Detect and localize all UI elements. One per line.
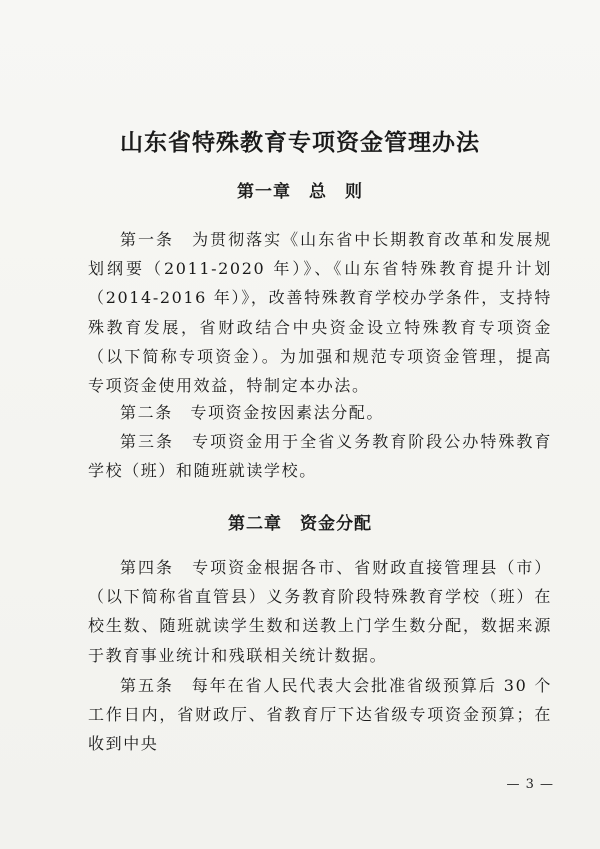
article-4: 第四条 专项资金根据各市、省财政直接管理县（市）（以下简称省直管县）义务教育阶段特殊教育学校（班）在校生数、随班就读学生数和送教上门学生数分配，数据来源于教育事业统计和残联相关统计数据。 (88, 558, 552, 665)
article-1: 第一条 为贯彻落实《山东省中长期教育改革和发展规划纲要（2011-2020 年）》、《山东省特殊教育提升计划（2014-2016 年）》，改善特殊教育学校办学条件，支持特殊教育发展，省财政结合中央资金设立特殊教育专项资金（以下简称专项资金）。为加强和规范专项资金管理，提高专项资金使用效益，特制定本办法。 (88, 230, 552, 396)
article-3: 第三条 专项资金用于全省义务教育阶段公办特殊教育学校（班）和随班就读学校。 (88, 432, 552, 481)
article-5: 第五条 每年在省人民代表大会批准省级预算后 30 个工作日内，省财政厅、省教育厅下达省级专项资金预算；在收到中央 (88, 676, 552, 754)
chapter-2-heading: 第二章 资金分配 (228, 514, 372, 534)
page-number: — 3 — (506, 777, 554, 792)
document-title: 山东省特殊教育专项资金管理办法 (120, 129, 480, 156)
article-2: 第二条 专项资金按因素法分配。 (120, 403, 385, 422)
chapter-1-heading: 第一章 总 则 (237, 182, 363, 202)
